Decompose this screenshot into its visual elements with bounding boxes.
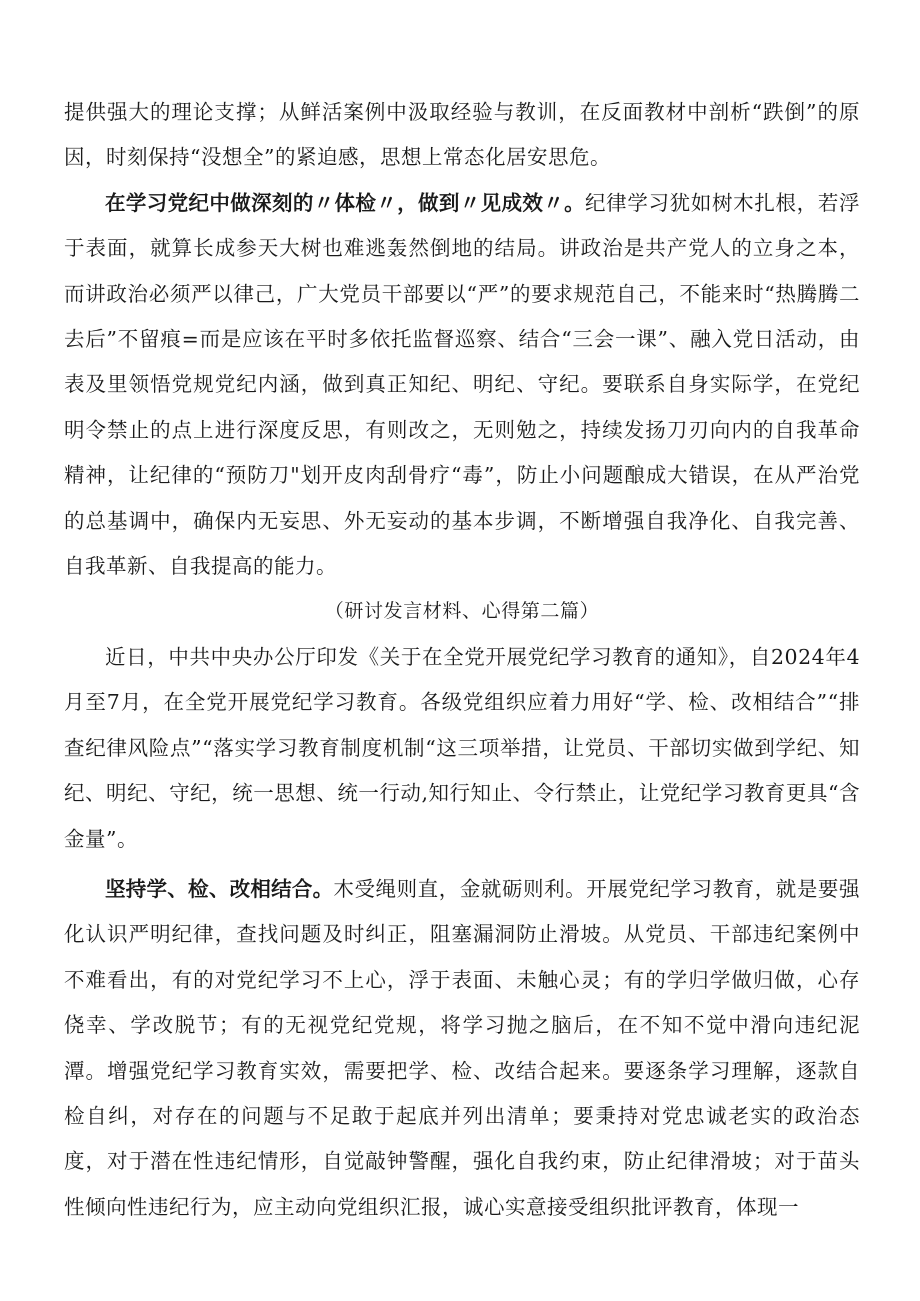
paragraph-continuation (64, 90, 860, 181)
paragraph-text: 纪律学习犹如树木扎根，若浮于表面，就算长成参天大树也难逃轰然倒地的结局。讲政治是共产党人的立身之本，而讲政治必须严以律己，广大党员干部要以“严”的要求规范自己，不能来时“热腾腾二去后”不留痕=而是应该在平时多依托监督巡察、结合“三会一课”、融入党日活动，由表及里领悟党规党纪内涵，做到真正知纪、明纪、守纪。要联系自身实际学，在党纪明令禁止的点上进行深度反思，有则改之，无则勉之，持续发扬刀刃向内的自我革命精神，让纪律的“预防刀"划开皮肉刮骨疗“毒”，防止小问题酿成大错误，在从严治党的总基调中，确保内无妄思、外无妄动的基本步调，不断增强自我净化、自我完善、自我革新、自我提高的能力。 (64, 190, 861, 579)
paragraph-health-check (64, 181, 860, 590)
paragraph-notice (64, 635, 860, 862)
paragraph-text: 木受绳则直，金就砺则利。开展党纪学习教育，就是要强化认识严明纪律，查找问题及时纠正，阻塞漏洞防止滑坡。从党员、干部违纪案例中不难看出，有的对党纪学习不上心，浮于表面、未触心灵；有的学归学做归做，心存侥幸、学改脱节；有的无视党纪党规，将学习抛之脑后，在不知不觉中滑向违纪泥潭。增强党纪学习教育实效，需要把学、检、改结合起来。要逐条学习理解，逐款自检自纠，对存在的问题与不足敢于起底并列出清单；要秉持对党忠诚老实的政治态度，对于潜在性违纪情形，自觉敲钟警醒，强化自我约束，防止纪律滑坡；对于苗头性倾向性违纪行为，应主动向党组织汇报，诚心实意接受组织批评教育，体现一 (64, 876, 860, 1219)
section-subtitle: （研讨发言材料、心得第二篇） (324, 600, 600, 623)
paragraph-study-check-correct (64, 867, 860, 1230)
paragraph-text: 提供强大的理论支撑；从鲜活案例中汲取经验与教训，在反面教材中剖析“跌倒”的原因，时刻保持“没想全”的紧迫感，思想上常态化居安思危。 (64, 100, 860, 170)
paragraph-text: 近日，中共中央办公厅印发《关于在全党开展党纪学习教育的通知》，自2024年4月至7月，在全党开展党纪学习教育。各级党组织应着力用好“学、检、改相结合”“排查纪律风险点”“落实学习教育制度机制“这三项举措，让党员、干部切实做到学纪、知纪、明纪、守纪，统一思想、统一行动,知行知止、令行禁止，让党纪学习教育更具“含金量”。 (64, 644, 860, 851)
paragraph-lead-heading: 在学习党纪中做深刻的〃体检〃，做到〃见成效〃。 (105, 190, 585, 215)
document-page (64, 90, 860, 1230)
paragraph-lead-heading: 坚持学、检、改相结合。 (105, 876, 334, 901)
